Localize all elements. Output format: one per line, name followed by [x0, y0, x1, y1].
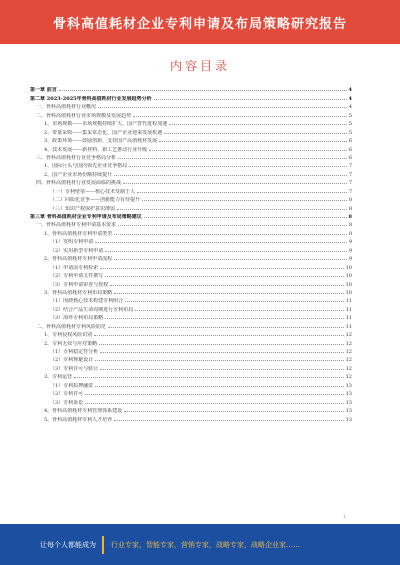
toc-entry-label: 2、骨科高值耗材专利申请流程 — [44, 256, 113, 263]
toc-entry[interactable] — [30, 85, 352, 93]
toc-entry[interactable] — [30, 169, 352, 177]
toc-entry-label: 一、骨科高值耗材行业概况 — [36, 104, 97, 111]
toc-heading: 内容目录 — [169, 59, 230, 73]
toc-leader-dots — [95, 386, 343, 387]
report-title: 骨科高值耗材企业专利申请及布局策略研究报告 — [52, 16, 347, 32]
toc-leader-dots — [164, 133, 347, 134]
toc-entry[interactable] — [30, 355, 352, 363]
toc-entry[interactable] — [30, 271, 352, 279]
toc-entry-page: 5 — [348, 121, 352, 128]
toc-entry-label: （2）实用新型专利申请 — [50, 247, 104, 254]
toc-leader-dots — [105, 276, 343, 277]
toc-entry-page: 4 — [348, 104, 352, 111]
toc-entry-page: 13 — [345, 416, 352, 423]
toc-entry-page: 10 — [345, 281, 352, 288]
toc-entry-page: 8 — [348, 222, 352, 229]
toc-leader-dots — [114, 293, 343, 294]
toc-entry[interactable] — [30, 195, 352, 203]
toc-entry[interactable] — [30, 144, 352, 152]
toc-leader-dots — [85, 403, 343, 404]
toc-entry[interactable] — [30, 245, 352, 253]
toc-leader-dots — [159, 141, 347, 142]
toc-entry-label: （1）专利稳定性分析 — [50, 349, 99, 355]
toc-leader-dots — [100, 352, 343, 353]
toc-entry[interactable] — [30, 161, 352, 169]
toc-entry-page: 11 — [345, 298, 352, 305]
toc-entry-label: 2、带量采购——集采常态化，国产企业迎来发展机遇 — [44, 129, 163, 136]
toc-entry-label: （2）结合产品生命周期进行专利布局 — [50, 306, 134, 313]
toc-entry-page: 11 — [345, 315, 352, 322]
toc-leader-dots — [99, 344, 343, 345]
toc-entry-page: 6 — [348, 154, 352, 161]
toc-entry-label: 二、骨科高值耗材专利风险防范 — [36, 323, 107, 330]
toc-entry-page: 8 — [348, 214, 352, 220]
toc-leader-dots — [95, 242, 347, 243]
toc-entry-label: 3、骨科高值耗材专利布局策略 — [44, 289, 113, 296]
toc-entry-page: 8 — [348, 205, 352, 212]
toc-leader-dots — [114, 259, 347, 260]
toc-leader-dots — [100, 369, 343, 370]
toc-entry-label: （3）专利申请审查与授权 — [50, 281, 109, 288]
toc-entry-page: 11 — [345, 306, 352, 313]
toc-entry-page: 12 — [345, 340, 352, 347]
toc-entry-page: 7 — [348, 171, 352, 178]
toc-entry[interactable] — [30, 212, 352, 220]
toc-entry-page: 12 — [345, 365, 352, 372]
toc-entry-page: 13 — [345, 408, 352, 415]
toc-entry[interactable] — [30, 296, 352, 304]
toc-entry-label: 三、骨科高值耗材行业竞争格局分析 — [36, 154, 117, 161]
toc-entry-page: 12 — [345, 374, 352, 381]
toc-entry[interactable] — [30, 321, 352, 329]
toc-leader-dots — [59, 90, 347, 91]
toc-entry-label: 2、国产企业市场份额持续提升 — [44, 171, 113, 178]
toc-entry[interactable] — [30, 347, 352, 355]
toc-leader-dots — [85, 394, 343, 395]
toc-entry-page: 12 — [345, 349, 352, 355]
toc-entry[interactable] — [30, 397, 352, 405]
toc-entry-label: 第三章 骨科高值耗材企业专利申请及布局策略建议 — [30, 214, 142, 220]
toc-leader-dots — [108, 327, 344, 328]
toc-entry-page: 8 — [348, 197, 352, 204]
toc-entry-page: 4 — [348, 87, 352, 94]
toc-leader-dots — [154, 99, 347, 100]
report-header — [0, 0, 400, 44]
toc-entry[interactable] — [30, 330, 352, 338]
toc-entry-label: 5、骨科高值耗材专利人才培养 — [44, 416, 113, 423]
toc-entry-label: 第二章 2023-2025年骨科高值耗材行业发展趋势分析 — [30, 95, 152, 102]
toc-leader-dots — [133, 116, 347, 117]
toc-entry[interactable] — [30, 119, 352, 127]
page-number: 1 — [343, 514, 346, 519]
toc-leader-dots — [105, 318, 343, 319]
toc-entry-label: 一、骨科高值耗材专利申请基本要求 — [36, 222, 117, 229]
toc-entry-page: 13 — [345, 391, 352, 398]
toc-leader-dots — [74, 377, 343, 378]
toc-entry-label: 3、政策环境——鼓励创新，支持国产高值耗材发展 — [44, 138, 158, 145]
toc-entry[interactable] — [30, 127, 352, 135]
footer-slogan: 让每个人都能成为 — [40, 540, 96, 549]
toc-entry[interactable] — [30, 363, 352, 371]
toc-entry[interactable] — [30, 414, 352, 422]
toc-entry[interactable] — [30, 288, 352, 296]
toc-entry-label: （2）专利申请文件撰写 — [50, 273, 104, 280]
toc-entry-page: 6 — [348, 138, 352, 145]
toc-entry[interactable] — [30, 178, 352, 186]
toc-entry-label: （2）专利规避设计 — [50, 357, 94, 364]
toc-entry-label: （3）海外专利布局策略 — [50, 315, 104, 322]
table-of-contents — [30, 85, 352, 423]
toc-entry-page: 10 — [345, 264, 352, 271]
toc-entry[interactable] — [30, 110, 352, 118]
toc-entry[interactable] — [30, 237, 352, 245]
toc-entry-page: 5 — [348, 129, 352, 136]
toc-leader-dots — [94, 335, 343, 336]
toc-entry-label: 4、技术发展——新材料、新工艺推动行业升级 — [44, 146, 148, 153]
toc-entry-label: （1）申请前专利检索 — [50, 264, 99, 271]
toc-entry[interactable] — [30, 389, 352, 397]
toc-entry-page: 11 — [345, 323, 352, 330]
toc-entry-label: （3）专利许可与转让 — [50, 365, 99, 372]
toc-entry-label: （3）专利诉讼 — [50, 399, 84, 406]
toc-entry-page: 13 — [345, 399, 352, 406]
toc-entry[interactable] — [30, 220, 352, 228]
toc-entry-label: （三）知识产权保护意识薄弱 — [50, 205, 116, 212]
toc-leader-dots — [149, 150, 347, 151]
toc-entry-label: 四、骨科高值耗材行业发展面临的挑战 — [36, 180, 122, 187]
toc-entry-label: （1）围绕核心技术构建专利组合 — [50, 298, 124, 305]
toc-leader-dots — [123, 183, 347, 184]
toc-leader-dots — [98, 107, 347, 108]
toc-leader-dots — [114, 175, 347, 176]
toc-leader-dots — [95, 360, 343, 361]
toc-entry-page: 9 — [348, 239, 352, 246]
toc-entry[interactable] — [30, 254, 352, 262]
toc-entry-label: （一）专利壁垒——核心技术受制于人 — [50, 188, 136, 195]
toc-entry-page: 7 — [348, 188, 352, 195]
toc-entry[interactable] — [30, 228, 352, 236]
toc-entry[interactable] — [30, 304, 352, 312]
toc-leader-dots — [118, 225, 347, 226]
toc-leader-dots — [142, 200, 347, 201]
toc-entry[interactable] — [30, 372, 352, 380]
toc-leader-dots — [117, 209, 347, 210]
toc-entry[interactable] — [30, 338, 352, 346]
toc-entry-page: 13 — [345, 382, 352, 389]
toc-leader-dots — [129, 166, 347, 167]
toc-leader-dots — [124, 411, 343, 412]
toc-entry[interactable] — [30, 262, 352, 270]
toc-entry[interactable] — [30, 136, 352, 144]
toc-entry-label: 4、骨科高值耗材专利管理体系建设 — [44, 408, 123, 415]
toc-entry-label: 二、骨科高值耗材行业市场规模及发展趋势 — [36, 112, 132, 119]
toc-entry[interactable] — [30, 93, 352, 101]
toc-entry[interactable] — [30, 279, 352, 287]
toc-entry-page: 7 — [348, 180, 352, 187]
toc-leader-dots — [100, 268, 343, 269]
toc-entry-label: 3、专利运营 — [44, 374, 73, 381]
toc-entry-page: 10 — [345, 273, 352, 280]
toc-leader-dots — [137, 192, 347, 193]
toc-entry-label: （1）发明专利申请 — [50, 239, 94, 246]
toc-entry-page: 7 — [348, 163, 352, 170]
toc-entry-label: 1、市场规模——市场规模持续扩大，国产替代进程加速 — [44, 121, 168, 128]
toc-leader-dots — [114, 234, 347, 235]
toc-entry-page: 9 — [348, 247, 352, 254]
toc-leader-dots — [118, 158, 347, 159]
footer-expert-text: 行业专家，智能专家，营销专家，战略专家，战略企业家…… — [111, 540, 300, 549]
toc-entry-page: 6 — [348, 146, 352, 153]
toc-entry-label: 1、骨科高值耗材专利申请类型 — [44, 230, 113, 237]
toc-entry-page: 10 — [345, 289, 352, 296]
toc-entry-page: 5 — [348, 112, 352, 119]
toc-entry-label: （1）专利质押融资 — [50, 382, 94, 389]
toc-entry-label: （二）同质化竞争——创新能力有待提升 — [50, 197, 141, 204]
toc-leader-dots — [105, 251, 347, 252]
toc-entry-page: 4 — [348, 95, 352, 102]
toc-leader-dots — [169, 124, 347, 125]
toc-entry-label: 第一章 前言 — [30, 87, 57, 94]
toc-entry[interactable] — [30, 380, 352, 388]
toc-entry[interactable] — [30, 313, 352, 321]
toc-leader-dots — [144, 217, 347, 218]
toc-entry-label: 1、国际巨头与国内领先企业竞争格局 — [44, 163, 128, 170]
toc-entry-label: 2、专利无效与应对策略 — [44, 340, 98, 347]
toc-entry-label: （2）专利许可 — [50, 391, 84, 398]
toc-entry[interactable] — [30, 406, 352, 414]
toc-entry[interactable] — [30, 153, 352, 161]
footer-divider — [102, 536, 104, 554]
toc-entry[interactable] — [30, 102, 352, 110]
toc-entry-page: 12 — [345, 332, 352, 339]
toc-entry-label: 1、专利侵权风险识别 — [44, 332, 93, 339]
toc-entry-page: 9 — [348, 256, 352, 263]
toc-leader-dots — [125, 301, 343, 302]
toc-leader-dots — [135, 310, 343, 311]
report-footer — [0, 524, 400, 565]
toc-entry[interactable] — [30, 203, 352, 211]
toc-entry-page: 8 — [348, 230, 352, 237]
toc-leader-dots — [110, 285, 343, 286]
toc-leader-dots — [114, 420, 343, 421]
toc-entry-page: 12 — [345, 357, 352, 364]
toc-entry[interactable] — [30, 186, 352, 194]
